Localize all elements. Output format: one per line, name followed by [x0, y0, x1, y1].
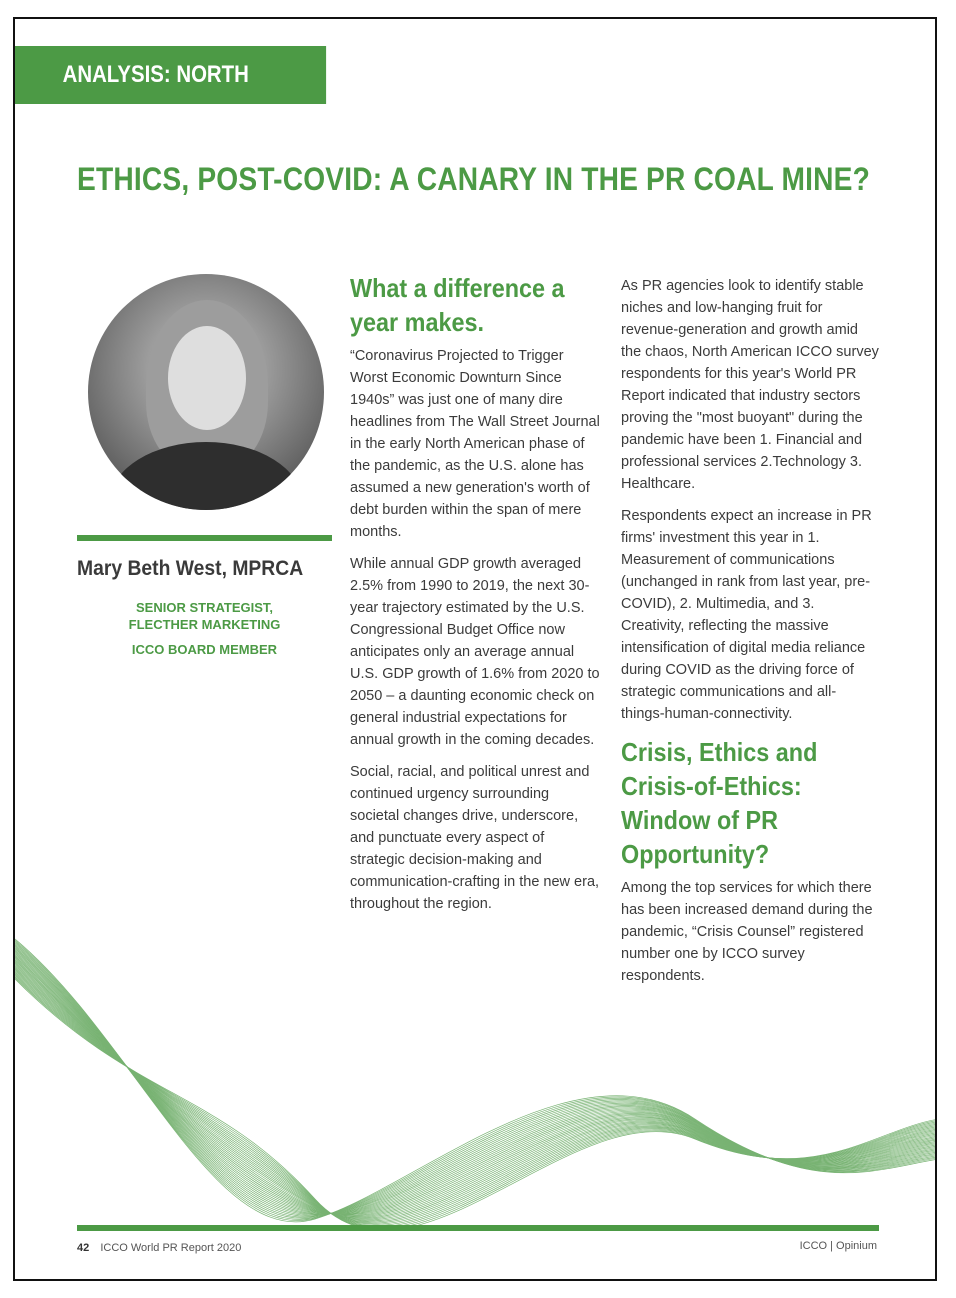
paragraph: Among the top services for which there has been increased demand during the pandemic, “Crisis Counsel” registered number one by ICCO survey respondents. — [621, 880, 873, 984]
author-name: Mary Beth West, MPRCA — [77, 557, 304, 580]
footer-brand: ICCO | Opinium — [799, 1240, 877, 1252]
wave-line — [15, 945, 937, 1216]
wave-line — [15, 941, 937, 1219]
author-role — [77, 599, 332, 633]
subheading-year: What a difference a year makes. — [350, 273, 565, 337]
section-tag — [15, 46, 326, 146]
author-photo-face — [168, 326, 246, 430]
paragraph: Respondents expect an increase in PR firms' investment this year in 1. Measurement of communications (unchanged in rank from last year, pre-COVID), 2. Multimedia, and 3. Creativity, reflecting the massive intensification of digital media reliance during COVID as the driving force of strategic communications and all-things-human-connectivity. — [621, 508, 872, 722]
author-role-line2: FLECTHER MARKETING — [128, 617, 281, 632]
publication-name: ICCO World PR Report 2020 — [100, 1242, 242, 1254]
author-photo-body — [110, 442, 302, 510]
author-photo — [88, 274, 324, 510]
author-affiliation: ICCO BOARD MEMBER — [131, 642, 278, 657]
wave-line — [15, 947, 937, 1214]
page-number: 42 — [77, 1242, 90, 1254]
wave-line — [15, 939, 937, 1222]
subheading-crisis: Crisis, Ethics and Crisis-of-Ethics: Window of PR Opportunity? — [621, 737, 818, 869]
author-role-line1: SENIOR STRATEGIST, — [136, 600, 273, 615]
paragraph: While annual GDP growth averaged 2.5% from 1990 to 2019, the next 30-year trajectory estimated by the U.S. Congressional Budget Office now anticipates only an average annual U.S. GDP growth of 1.6% from 2020 to 2050 – a daunting economic check on general industrial expectations for annual growth in the coming decades. — [350, 556, 600, 748]
section-tag-label: ANALYSIS: NORTH AMERICA — [62, 61, 249, 146]
article-headline: ETHICS, POST-COVID: A CANARY IN THE PR COAL MINE? — [77, 161, 870, 197]
footer-left — [77, 1242, 241, 1254]
wave-line — [15, 940, 937, 1220]
paragraph: “Coronavirus Projected to Trigger Worst Economic Downturn Since 1940s” was just one of many dire headlines from The Wall Street Journal in the early North American phase of the pandemic, as the U.S. alone has assumed a new generation's worth of debt burden within the span of mere months. — [350, 348, 600, 540]
author-divider — [77, 535, 332, 541]
column-right — [621, 275, 879, 997]
page — [13, 17, 937, 1281]
footer-divider — [77, 1225, 879, 1231]
wave-line — [15, 944, 937, 1217]
wave-line — [15, 978, 937, 1229]
paragraph: Social, racial, and political unrest and continued urgency surrounding societal changes drive, underscore, and punctuate every aspect of strategic decision-making and communication-crafting in the new era, throughout the region. — [350, 764, 600, 912]
wave-line — [15, 949, 937, 1215]
paragraph: As PR agencies look to identify stable niches and low-hanging fruit for revenue-generation and growth amid the chaos, North American ICCO survey respondents for this year's World PR Report indicated that industry sectors proving the "most buoyant" during the pandemic have been 1. Financial and professional services 2.Technology 3. Healthcare. — [621, 278, 879, 492]
column-middle — [350, 271, 600, 925]
decorative-wave-lines — [15, 919, 937, 1239]
